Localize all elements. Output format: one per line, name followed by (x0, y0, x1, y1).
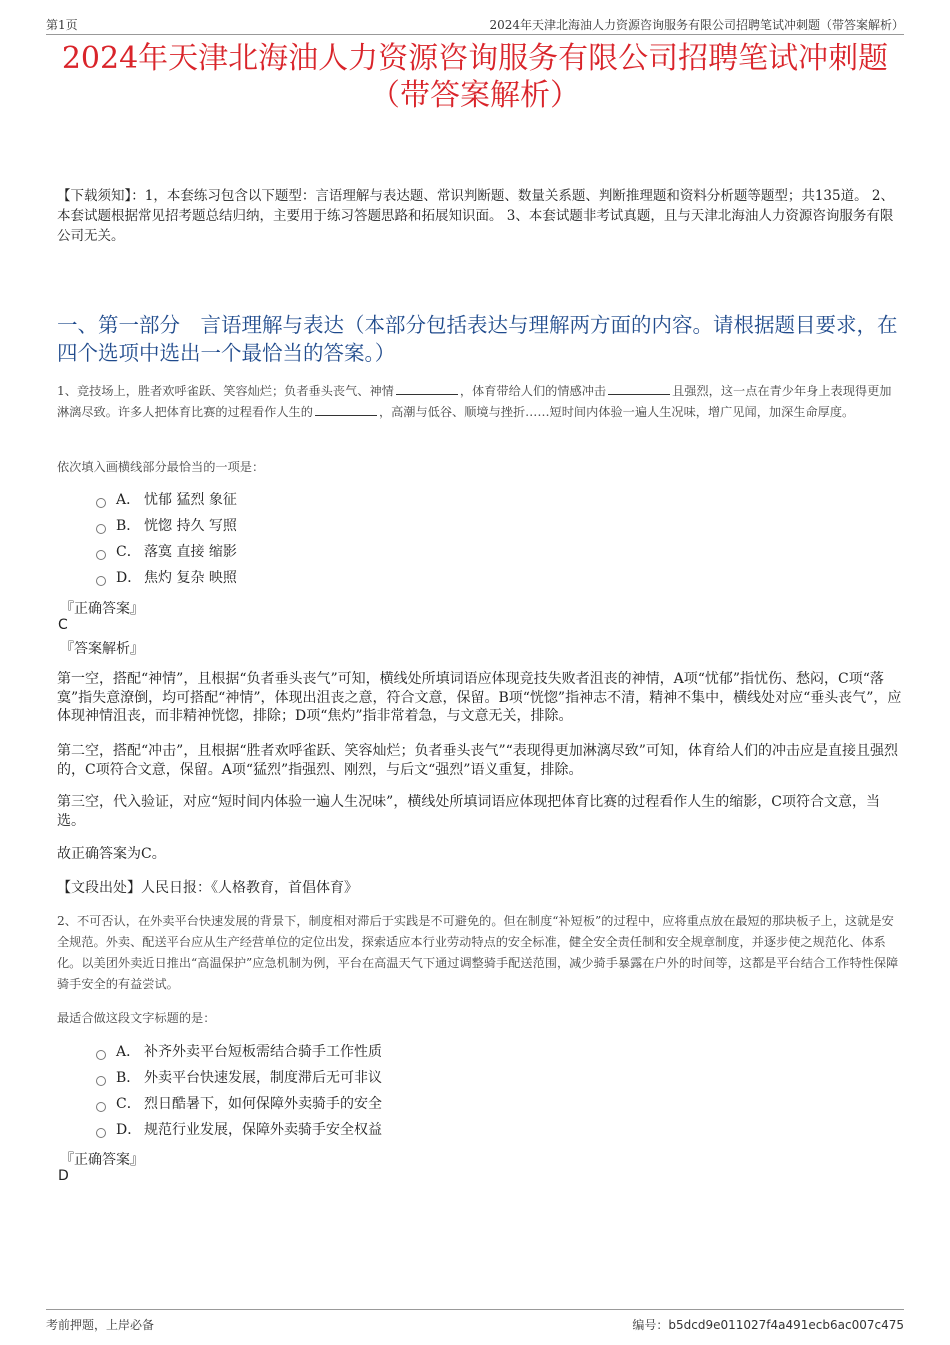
serial-label: 编号： (632, 1318, 669, 1332)
q1-answer-label: 『正确答案』 (60, 601, 144, 617)
radio-icon[interactable] (96, 1128, 106, 1138)
q1-part-3: 且强烈，这一点在青少年身上表现得更加淋漓尽致。许多人把体育比赛的过程看作人生的 (57, 384, 892, 419)
analysis-paragraph: 第一空，搭配“神情”，且根据“负者垂头丧气”可知，横线处所填词语应体现竞技失败者沮丧的神情，A项“忧郁”指忧伤、愁闷，C项“落寞”指失意潦倒，均可搭配“神情”，体现出沮丧之意，符合文意，保留。B项“恍惚”指神志不清，精神不集中，横线处对应“垂头丧气”，应体现神情沮丧，而非精神恍惚，排除；D项“焦灼”指非常着急，与文意无关，排除。 (57, 671, 902, 724)
source-citation: 【文段出处】人民日报：《人格教育，首倡体育》 (57, 880, 358, 896)
q1-option-c[interactable]: C． 落寞 直接 缩影 (96, 539, 237, 565)
page-footer (46, 1309, 904, 1340)
fill-blank-3 (315, 402, 377, 416)
q2-answer-value: D (58, 1168, 69, 1184)
analysis-paragraph: 故正确答案为C。 (57, 846, 166, 862)
fill-blank-2 (608, 381, 670, 395)
question-1-text (57, 381, 902, 423)
radio-icon[interactable] (96, 1076, 106, 1086)
question-1-options (96, 487, 237, 591)
serial-code: b5dcd9e011027f4a491ecb6ac007c475 (668, 1318, 904, 1332)
q1-part-4: ，高潮与低谷、顺境与挫折……短时间内体验一遍人生况味，增广见闻，加深生命厚度。 (378, 405, 855, 419)
question-2-text: 2、不可否认，在外卖平台快速发展的背景下，制度相对滞后于实践是不可避免的。但在制度“补短板”的过程中，应将重点放在最短的那块板子上，这就是安全规范。外卖、配送平台应从生产经营单位的定位出发，探索适应本行业劳动特点的安全标准，健全安全责任制和安全规章制度，并逐步使之规范化、体系化。以美团外卖近日推出“高温保护”应急机制为例，平台在高温天气下通过调整骑手配送范围，减少骑手暴露在户外的时间等，这都是平台结合工作特性保障骑手安全的有益尝试。 (57, 914, 899, 991)
header-doc-title: 2024年天津北海油人力资源咨询服务有限公司招聘笔试冲刺题（带答案解析） (489, 18, 904, 32)
analysis-paragraph: 第二空，搭配“冲击”，且根据“胜者欢呼雀跃、笑容灿烂；负者垂头丧气”“表现得更加淋漓尽致”可知，体育给人们的冲击应是直接且强烈的，C项符合文意，保留。A项“猛烈”指强烈、刚烈，与后文“强烈”语义重复，排除。 (57, 743, 898, 778)
q1-analysis-label: 『答案解析』 (60, 641, 144, 657)
q1-option-d[interactable]: D． 焦灼 复杂 映照 (96, 565, 237, 591)
radio-icon[interactable] (96, 550, 106, 560)
footer-slogan: 考前押题，上岸必备 (46, 1318, 155, 1332)
section-heading: 一、第一部分 言语理解与表达（本部分包括表达与理解两方面的内容。请根据题目要求，在四个选项中选出一个最恰当的答案。） (57, 313, 898, 365)
q2-option-c[interactable]: C． 烈日酷暑下，如何保障外卖骑手的安全 (96, 1091, 382, 1117)
q1-part-2: ，体育带给人们的情感冲击 (459, 384, 607, 398)
q2-option-a[interactable]: A． 补齐外卖平台短板需结合骑手工作性质 (96, 1039, 382, 1065)
question-1-prompt: 依次填入画横线部分最恰当的一项是： (57, 460, 265, 474)
radio-icon[interactable] (96, 1102, 106, 1112)
analysis-paragraph: 第三空，代入验证，对应“短时间内体验一遍人生况味”，横线处所填词语应体现把体育比赛的过程看作人生的缩影，C项符合文意，当选。 (57, 794, 881, 829)
radio-icon[interactable] (96, 498, 106, 508)
download-notice: 【下载须知】：1，本套练习包含以下题型：言语理解与表达题、常识判断题、数量关系题、判断推理题和资料分析题等题型；共135道。 2、本套试题根据常见招考题总结归纳，主要用于练习答题思路和拓展知识面。 3、本套试题非考试真题，且与天津北海油人力资源咨询服务有限公司无关。 (57, 188, 894, 244)
footer-serial (632, 1316, 904, 1333)
q1-option-a[interactable]: A． 忧郁 猛烈 象征 (96, 487, 237, 513)
q1-part-1: 1、竞技场上，胜者欢呼雀跃、笑容灿烂；负者垂头丧气、神情 (57, 384, 394, 398)
page-number: 第1页 (46, 18, 78, 32)
title-line-1: 2024年天津北海油人力资源咨询服务有限公司招聘笔试冲刺题 (61, 41, 889, 76)
document-title (40, 40, 910, 114)
q1-option-b[interactable]: B． 恍惚 持久 写照 (96, 513, 237, 539)
radio-icon[interactable] (96, 1050, 106, 1060)
q2-option-b[interactable]: B． 外卖平台快速发展，制度滞后无可非议 (96, 1065, 382, 1091)
fill-blank-1 (396, 381, 458, 395)
question-2-options (96, 1039, 382, 1143)
page-header (46, 14, 904, 35)
radio-icon[interactable] (96, 576, 106, 586)
title-line-2: （带答案解析） (370, 78, 580, 113)
q2-option-d[interactable]: D． 规范行业发展，保障外卖骑手安全权益 (96, 1117, 382, 1143)
radio-icon[interactable] (96, 524, 106, 534)
question-2-prompt: 最适合做这段文字标题的是： (57, 1011, 216, 1025)
q2-answer-label: 『正确答案』 (60, 1152, 144, 1168)
q1-answer-value: C (58, 617, 68, 633)
